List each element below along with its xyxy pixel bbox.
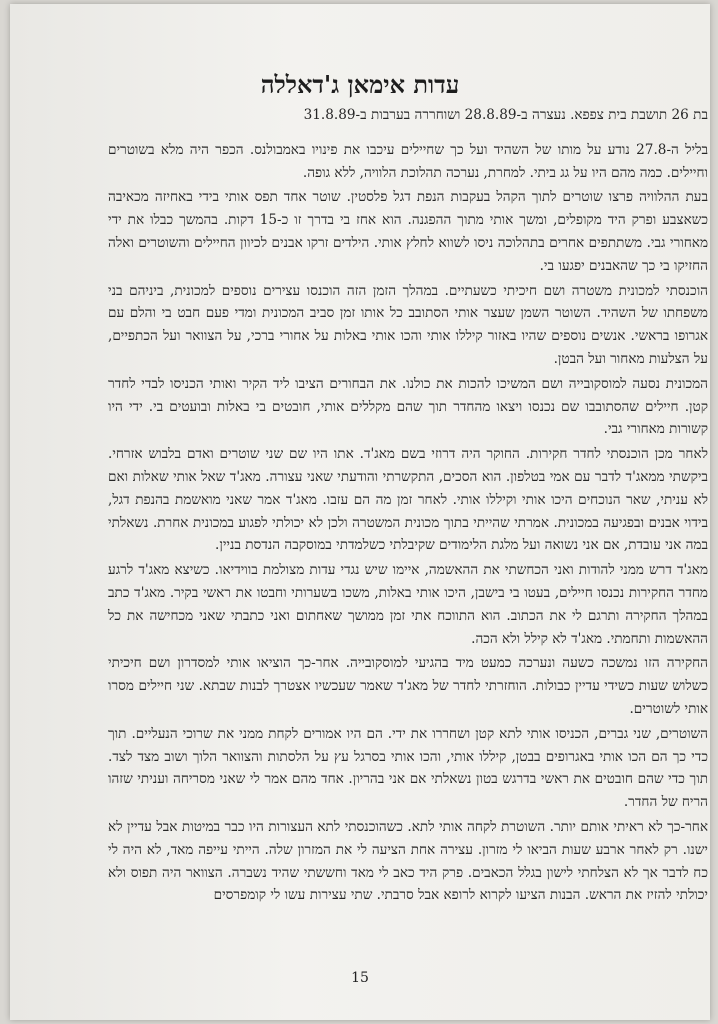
paragraph-7: החקירה הזו נמשכה כשעה ונערכה כמעט מיד בהגיעי למוסקובייה. אחר-כך הוציאו אותי למסדרון ושם חיכיתי כשלוש שעות כשידי עדיין כבולות. הוחזרתי לחדר של מאג'ד שאמר שעכשיו אצטרך לבנות שבתא. שני חיילים מסרו אותי לשוטרים.	[108, 655, 708, 717]
page-title: עדות אימאן ג'דאללה	[260, 70, 460, 99]
paragraph-6: מאג'ד דרש ממני להודות ואני הכחשתי את ההאשמה, איימו שיש נגדי עדות מצולמת בווידיאו. כשיצא מאג'ד לרגע מחדר החקירות נכנסו חיילים, בעטו בי בישבן, היכו אותי באלות, משכו בשערותי וחבטו את ראשי בקיר. מאג'ד כתב במהלך החקירה ותרגם לי את הכתוב. הוא התווכח אתי זמן ממושך שאחתום ואני כתבתי שאני מכחישה את כל ההאשמות ותחמתי. מאג'ד לא קילל ולא הכה.	[108, 562, 708, 647]
paragraph-5: לאחר מכן הוכנסתי לחדר חקירות. החוקר היה דרוזי בשם מאג'ד. אתו היו שם שני שוטרים ואדם בלבוש אזרחי. ביקשתי ממאג'ד לדבר עם אמי בטלפון. הוא הסכים, התקשרתי והודעתי שאני עצורה. מאג'ד שאל אותי שאלות ואם לא עניתי, שאר הנוכחים היכו אותי וקיללו אותי. לאחר זמן מה הם עזבו. מאג'ד אמר שאני מואשמת בהנפת דגל, בידוי אבנים ובפגיעה במכונית. אמרתי שהייתי בתוך מכונית המשטרה ולכן לא יכולתי לפגוע במכונית אחרת. נשאלתי במה אני עובדת, אם אני נשואה ועל מלגת הלימודים שקיבלתי כשלמדתי במוסקבה הנדסת בניין.	[108, 446, 708, 554]
document-body	[108, 104, 708, 909]
paragraph-9: אחר-כך לא ראיתי אותם יותר. השוטרת לקחה אותי לתא. כשהוכנסתי לתא העצורות היו כבר במיטות אבל עדיין לא ישנו. רק לאחר ארבע שעות הביאו לי מזרון. עצירה אחת הציעה לי את המזרון שלה. הייתי עייפה מאד, לא היה לי כח לדבר אך לא הצלחתי לישון בגלל הכאבים. פרק היד כאב לי מאד וחששתי שהיד נשברה. הצוואר היה תפוס ולא יכולתי להזיז את הראש. הבנות הציעו לקרוא לרופא אבל סרבתי. שתי עצירות עשו לי קומפרסים	[108, 818, 708, 904]
paragraph-3: הוכנסתי למכונית משטרה ושם חיכיתי כשעתיים. במהלך הזמן הזה הוכנסו עצירים נוספים למכונית, ביניהם בני משפחתו של השהיד. השוטר השמן שעצר אותי הסתובב כל אותו זמן סביב המכונית ומדי פעם חבט בי והלם עם אגרופו בראשי. אנשים נוספים שהיו באזור קיללו אותי והכו אותי באלות על אחורי ברכי, על הצוואר ועל הכתפיים, על הצלעות מאחור ועל הבטן.	[108, 282, 708, 367]
paragraph-4: המכונית נסעה למוסקובייה ושם המשיכו להכות את כולנו. את הבחורים הציבו ליד הקיר ואותי הכניסו לבדי לחדר קטן. חיילים שהסתובבו שם נכנסו ויצאו מהחדר תוך שהם מקללים אותי, חובטים בי באלות ובועטים בי. ידי היו קשורות מאחורי גבי.	[108, 375, 708, 438]
paragraph-1: בליל ה-27.8 נודע על מותו של השהיד ועל כך שחיילים עיכבו את פינויו באמבולנס. הכפר היה מלא בשוטרים וחיילים. כמה מהם היו על גג ביתי. למחרת, נערכה תהלוכת הלוויה, ללא גופה.	[108, 141, 708, 181]
paragraph-8: השוטרים, שני גברים, הכניסו אותי לתא קטן ושחררו את ידי. הם היו אמורים לקחת ממני את שרוכי הנעליים. תוך כדי כך הם הכו אותי באגרופים בבטן, קיללו אותי, והכו אותי בסרגל עץ על הלסתות והצוואר הלוך ושוב מצד לצד. תוך כדי שהם חובטים את ראשי בדרגש בטון נשאלתי אם אני בהריון. אחד מהם אמר לי שאני מסריחה ועניתי שזהו הריח של החדר.	[108, 725, 708, 811]
document-page	[10, 4, 710, 1020]
paragraph-2: בעת ההלוויה פרצו שוטרים לתוך הקהל בעקבות הנפת דגל פלסטין. שוטר אחד תפס אותי בידי באחיזה מכאיבה כשאצבע ופרק היד מקופלים, ומשך אותי מתוך ההפגנה. הוא אחז בי בדרך זו כ-15 דקות. בהמשך כבלו את ידי מאחורי גבי. משתתפים אחרים בתהלוכה ניסו לשווא לחלץ אותי. הילדים זרקו אבנים לכיוון החיילים והשוטרים ואלה החזיקו בי כך שהאבנים יפגעו בי.	[108, 189, 708, 274]
subtitle-line: בת 26 תושבת בית צפפא. נעצרה ב-28.8.89 ושוחררה בערבות ב-31.8.89	[303, 107, 708, 123]
page-number: 15	[351, 970, 369, 986]
